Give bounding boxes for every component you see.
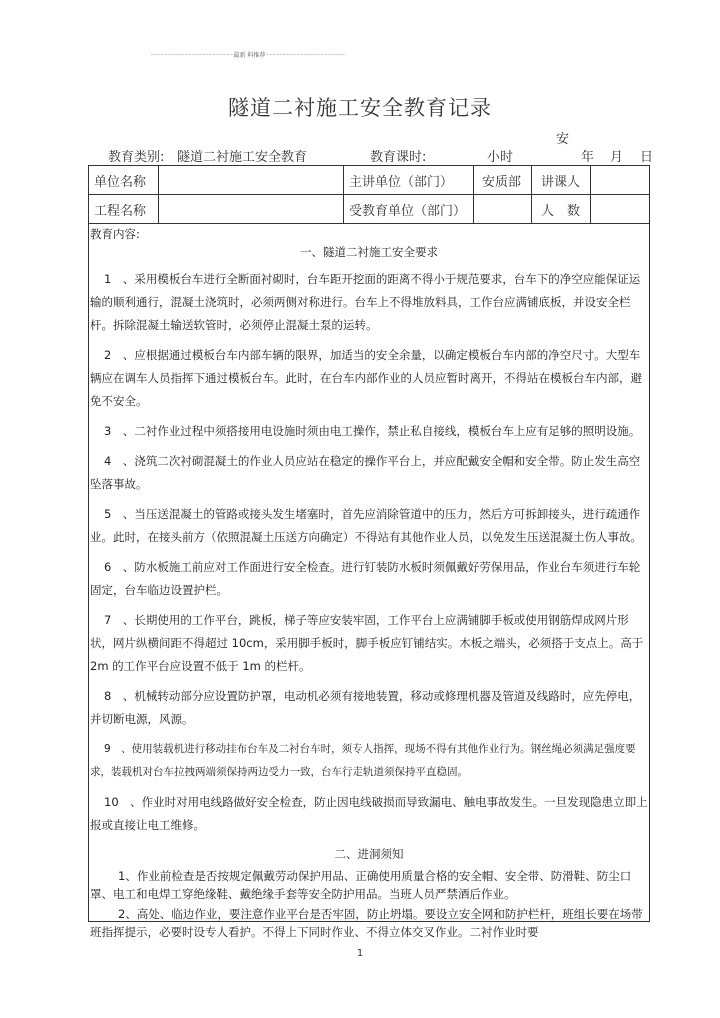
speaker-unit-label: 主讲单位（部门） xyxy=(349,175,454,190)
month-label: 月 xyxy=(610,150,624,165)
column-divider xyxy=(590,165,591,223)
section-title: 一、隧道二衬施工安全要求 xyxy=(300,245,438,259)
list-item: 10 、作业时对用电线路做好安全检查，防止因电线破损而导致漏电、触电事故发生。一旦发现隐患立即上报或直接让电工维修。 xyxy=(90,795,648,832)
count-label: 人 数 xyxy=(541,204,581,219)
list-item: 9 、使用装载机进行移动挂布台车及二衬台车时，须专人指挥，现场不得有其他作业行为。钢丝绳必须满足强度要求，装载机对台车拉拽两端须保持两边受力一致，台车行走轨道须保持平直稳固。 xyxy=(90,743,636,778)
column-divider xyxy=(158,165,159,223)
stray-character: 安 xyxy=(556,132,570,147)
list-item: 3 、二衬作业过程中须搭接用电设施时须由电工操作，禁止私自接线，模板台车上应有足够的照明设施。 xyxy=(104,424,641,438)
list-item: 2 、应根据通过模板台车内部车辆的限界，加适当的安全余量，以确定模板台车内部的净空尺寸。大型车辆应在调车人员指挥下通过模板台车。此时，在台车内部作业的人员应暂时离开，不得站在模板台车内部，避免不安全。 xyxy=(90,348,642,408)
list-item: 4 、浇筑二次衬砌混凝土的作业人员应站在稳定的操作平台上，并应配戴安全帽和安全带。防止发生高空坠落事故。 xyxy=(90,454,641,491)
speaker-unit-value: 安质部 xyxy=(482,175,522,190)
project-name-label: 工程名称 xyxy=(94,204,147,219)
education-content xyxy=(90,225,648,939)
notice-item: 1、作业前检查是否按规定佩戴劳动保护用品、正确使用质量合格的安全帽、安全带、防滑鞋、防尘口罩、电工和电焊工穿绝缘鞋、戴绝缘手套等安全防护用品。当班人员严禁酒后作业。 xyxy=(90,869,632,901)
header-tag: 最新 料推荐 xyxy=(233,52,266,59)
list-item: 8 、机械转动部分应设置防护罩，电动机必须有接地装置，移动或修理机器及管道及线路时，应先停电，并切断电源，风源。 xyxy=(90,689,641,726)
hours-label: 教育课时: xyxy=(370,150,427,165)
document-title: 隧道二衬施工安全教育记录 xyxy=(228,96,492,120)
hours-unit: 小时 xyxy=(487,150,514,165)
header-dots-left: ··························································· xyxy=(150,52,234,59)
column-divider xyxy=(343,165,344,223)
page-header xyxy=(128,50,368,59)
list-item: 6 、防水板施工前应对工作面进行安全检查。进行钉装防水板时须佩戴好劳保用品，作业台车须进行车轮固定，台车临边设置护栏。 xyxy=(90,560,641,597)
speaker-label: 讲课人 xyxy=(541,175,581,190)
unit-name-label: 单位名称 xyxy=(94,175,147,190)
row-divider xyxy=(88,223,650,224)
list-item: 1 、采用模板台车进行全断面衬砌时，台车距开挖面的距离不得小于规范要求，台车下的净空应能保证运输的顺利通行，混凝土浇筑时，必须两侧对称进行。台车上不得堆放料具，工作台应满铺底板，并设安全栏杆。拆除混凝土输送软管时，必须停止混凝土泵的运转。 xyxy=(90,272,641,332)
section-title: 二、进洞须知 xyxy=(334,847,404,861)
header-dots-right: ························································· xyxy=(265,52,346,59)
trainee-unit-label: 受教育单位（部门） xyxy=(349,204,467,219)
category-label: 教育类别: xyxy=(108,150,165,165)
row-divider xyxy=(88,194,650,195)
content-label: 教育内容: xyxy=(90,227,140,241)
day-label: 日 xyxy=(640,150,654,165)
year-label: 年 xyxy=(581,150,595,165)
page-number: 1 xyxy=(356,948,364,959)
list-item: 5 、当压送混凝土的管路或接头发生堵塞时，首先应消除管道中的压力，然后方可拆卸接头，进行疏通作业。此时，在接头前方（依照混凝土压送方向确定）不得站有其他作业人员，以免发生压送混凝土伤人事故。 xyxy=(90,507,642,544)
category-value: 隧道二衬施工安全教育 xyxy=(177,150,308,165)
column-divider xyxy=(473,165,474,223)
notice-item: 2、高处、临边作业，要注意作业平台是否牢固，防止坍塌。要设立安全网和防护栏杆，班组长要在场带班指挥提示，必要时设专人看护。不得上下同时作业、不得立体交叉作业。二衬作业时要 xyxy=(90,907,643,939)
column-divider xyxy=(531,165,532,223)
list-item: 7 、长期使用的工作平台，跳板，梯子等应安装牢固，工作平台上应满铺脚手板或使用钢筋焊成网片形状，网片纵横间距不得超过 10cm，采用脚手板时，脚手板应钉铺结实。木板之端头，必须搭于支点上。高于 2m 的工作平台应设置不低于 1m 的栏杆。 xyxy=(90,613,644,673)
